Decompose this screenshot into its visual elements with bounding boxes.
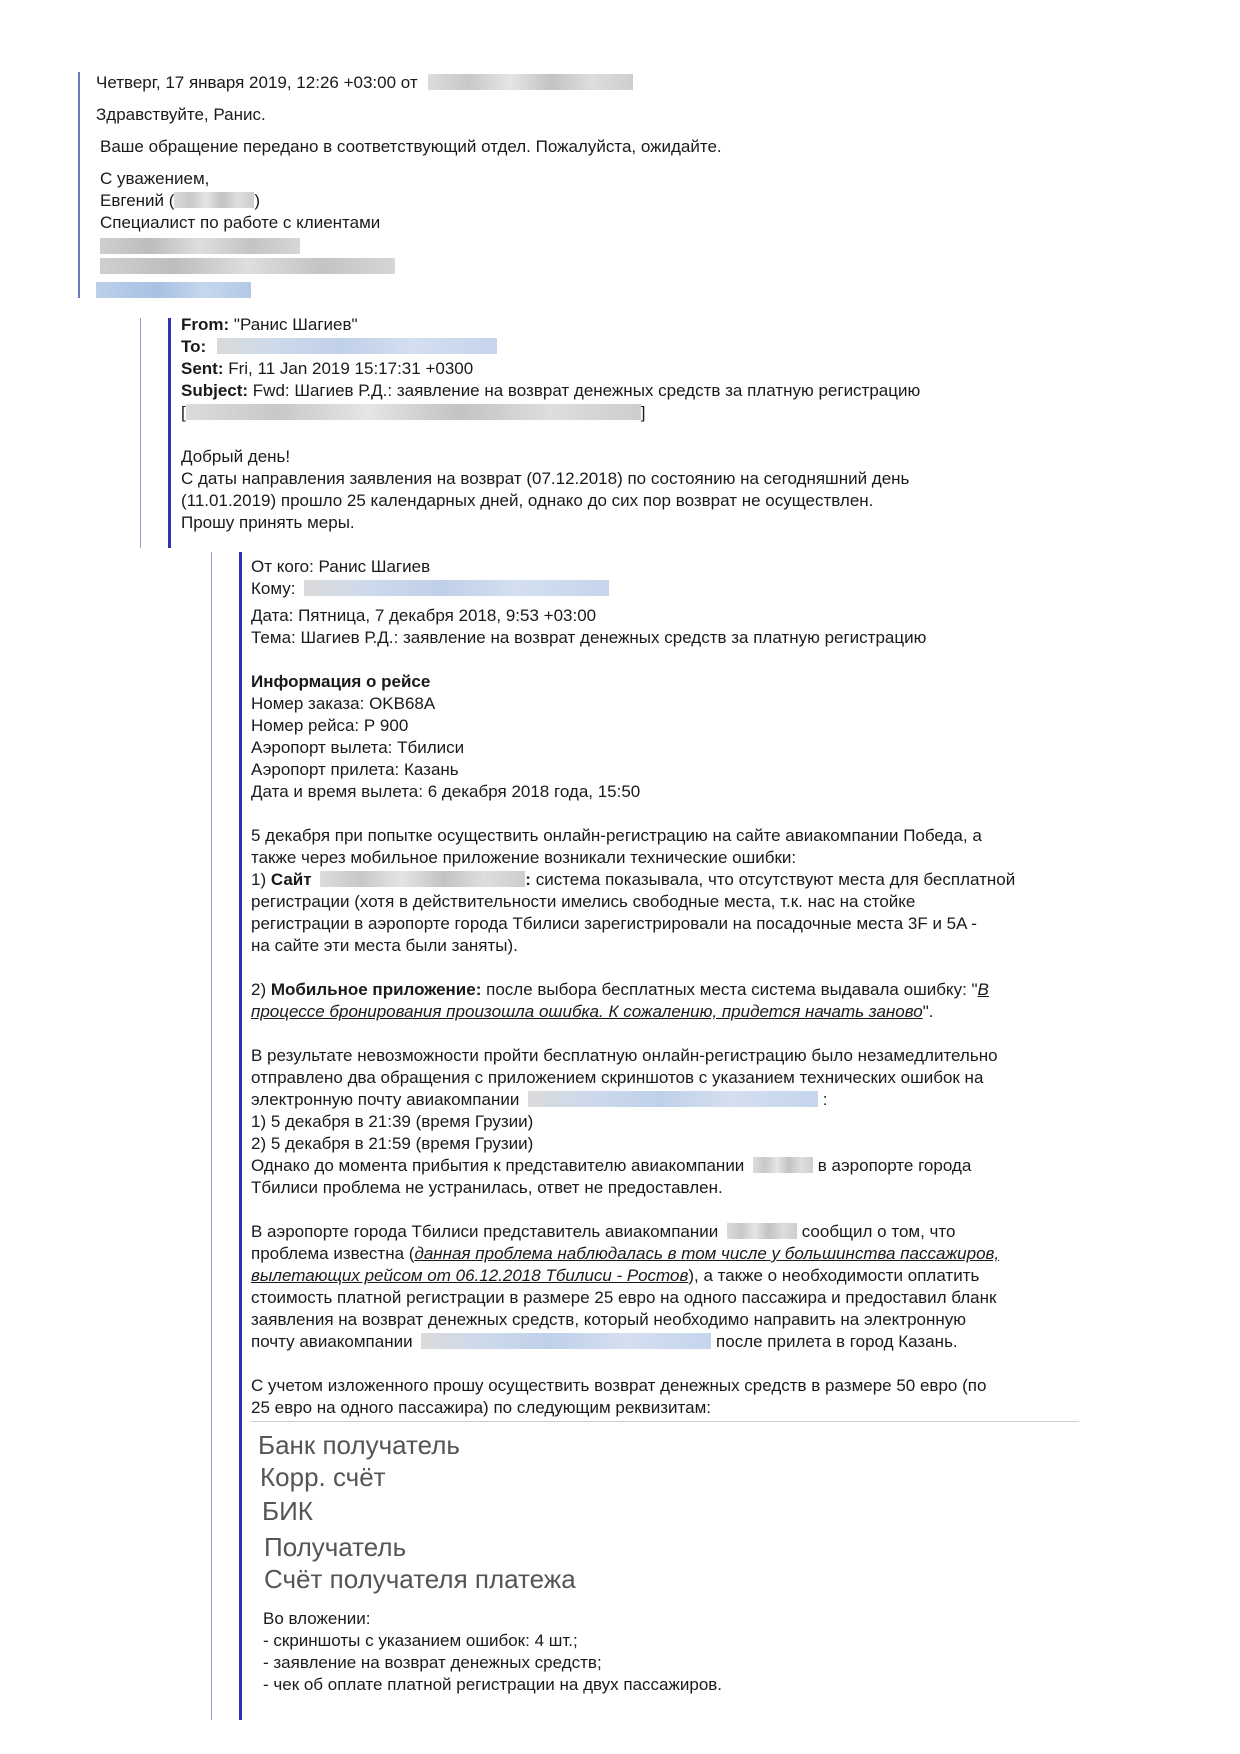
redacted-airline	[753, 1157, 813, 1173]
paragraph-line: регистрации в аэропорте города Тбилиси зарегистрировали на посадочные места 3F и 5A -	[251, 914, 977, 933]
reply-date: Четверг, 17 января 2019, 12:26 +03:00 от	[96, 73, 418, 92]
redacted-email	[528, 1091, 818, 1107]
list-item: 2) 5 декабря в 21:59 (время Грузии)	[251, 1134, 534, 1153]
paragraph-line: С учетом изложенного прошу осуществить возврат денежных средств в размере 50 евро (по	[251, 1376, 987, 1395]
bank-field: Банк получатель	[258, 1430, 460, 1460]
forward-subject-ref: [ ]	[181, 403, 646, 422]
redacted-reference	[186, 404, 641, 420]
reply-position: Специалист по работе с клиентами	[100, 213, 381, 232]
bank-field: БИК	[262, 1496, 313, 1526]
reply-name-line: Евгений ( )	[100, 191, 261, 210]
original-inner-bar	[239, 552, 242, 1720]
redacted-surname	[174, 192, 254, 208]
redacted-recipient	[217, 338, 497, 354]
redacted-signature-line-2	[100, 258, 395, 274]
forward-subject: Subject: Fwd: Шагиев Р.Д.: заявление на возврат денежных средств за платную регистрацию	[181, 381, 921, 400]
flight-line: Аэропорт вылета: Тбилиси	[251, 738, 465, 757]
paragraph-line: заявления на возврат денежных средств, который необходимо направить на электронную	[251, 1310, 967, 1329]
redacted-signature-line-3	[96, 282, 251, 298]
paragraph-line: также через мобильное приложение возникали технические ошибки:	[251, 848, 797, 867]
original-outer-bar	[211, 552, 212, 1720]
app-error-quote: процессе бронирования произошла ошибка. К сожалению, придется начать заново".	[251, 1002, 934, 1021]
paragraph-line: В результате невозможности пройти бесплатную онлайн-регистрацию было незамедлительно	[251, 1046, 998, 1065]
paragraph-line: Однако до момента прибытия к представителю авиакомпании в аэропорте города	[251, 1156, 972, 1175]
original-date: Дата: Пятница, 7 декабря 2018, 9:53 +03:00	[251, 606, 597, 625]
forward-body-line: (11.01.2019) прошло 25 календарных дней, однако до сих пор возврат не осуществлен.	[181, 491, 874, 510]
flight-line: Номер заказа: OKB68A	[251, 694, 436, 713]
original-to: Кому:	[251, 578, 609, 600]
forward-to: To:	[181, 336, 497, 358]
paragraph-line: на сайте эти места были заняты).	[251, 936, 518, 955]
bank-field: Получатель	[264, 1532, 407, 1562]
flight-line: Номер рейса: Р 900	[251, 716, 409, 735]
redacted-airline	[727, 1223, 797, 1239]
forward-body-line: С даты направления заявления на возврат (07.12.2018) по состоянию на сегодняшний день	[181, 469, 910, 488]
paragraph-line: почту авиакомпании после прилета в город Казань.	[251, 1332, 958, 1351]
attachment-item: - чек об оплате платной регистрации на двух пассажиров.	[263, 1675, 723, 1694]
forward-sent: Sent: Fri, 11 Jan 2019 15:17:31 +0300	[181, 359, 474, 378]
paragraph-line: отправлено два обращения с приложением скриншотов с указанием технических ошибок на	[251, 1068, 984, 1087]
reply-greeting: Здравствуйте, Ранис.	[96, 105, 266, 124]
divider	[251, 1421, 1079, 1422]
forward-inner-bar	[168, 318, 171, 548]
forward-body-line: Прошу принять меры.	[181, 513, 355, 532]
bank-field: Счёт получателя платежа	[264, 1564, 576, 1594]
email-line: электронную почту авиакомпании :	[251, 1090, 828, 1109]
attachment-item: - заявление на возврат денежных средств;	[263, 1653, 602, 1672]
reply-date-line	[96, 72, 633, 94]
redacted-email	[421, 1333, 711, 1349]
paragraph-line: Тбилиси проблема не устранилась, ответ не предоставлен.	[251, 1178, 723, 1197]
forward-outer-bar	[140, 318, 141, 548]
paragraph-line: В аэропорте города Тбилиси представитель авиакомпании сообщил о том, что	[251, 1222, 956, 1241]
bank-field: Корр. счёт	[260, 1462, 386, 1492]
app-error-line: 2) Мобильное приложение: после выбора бесплатных места система выдавала ошибку: "В	[251, 980, 989, 999]
redacted-recipient	[304, 580, 609, 596]
reply-body: Ваше обращение передано в соответствующий отдел. Пожалуйста, ожидайте.	[100, 137, 722, 156]
paragraph-line: стоимость платной регистрации в размере 25 евро на одного пассажира и предоставил бланк	[251, 1288, 997, 1307]
list-item: 1) 5 декабря в 21:39 (время Грузии)	[251, 1112, 534, 1131]
paragraph-line: проблема известна (данная проблема наблюдалась в том числе у большинства пассажиров,	[251, 1244, 1000, 1263]
forward-body-line: Добрый день!	[181, 447, 291, 466]
paragraph-line: 25 евро на одного пассажира) по следующим реквизитам:	[251, 1398, 712, 1417]
attachment-item: - скриншоты с указанием ошибок: 4 шт.;	[263, 1631, 578, 1650]
paragraph-line: 5 декабря при попытке осуществить онлайн-регистрацию на сайте авиакомпании Победа, а	[251, 826, 982, 845]
flight-line: Дата и время вылета: 6 декабря 2018 года, 15:50	[251, 782, 641, 801]
reply-regards: С уважением,	[100, 169, 210, 188]
redacted-signature-line-1	[100, 238, 300, 254]
redacted-sender	[428, 74, 633, 90]
flight-line: Аэропорт прилета: Казань	[251, 760, 459, 779]
site-error-line: 1) Сайт : система показывала, что отсутствуют места для бесплатной	[251, 870, 1016, 889]
reply-quote-bar	[78, 72, 80, 298]
original-subject: Тема: Шагиев Р.Д.: заявление на возврат денежных средств за платную регистрацию	[251, 628, 927, 647]
paragraph-line: регистрации (хотя в действительности имелись свободные места, т.к. нас на стойке	[251, 892, 916, 911]
attachments-heading: Во вложении:	[263, 1609, 371, 1628]
original-from: От кого: Ранис Шагиев	[251, 557, 431, 576]
flight-heading: Информация о рейсе	[251, 672, 431, 691]
paragraph-line: вылетающих рейсом от 06.12.2018 Тбилиси - Ростов), а также о необходимости оплатить	[251, 1266, 980, 1285]
redacted-site	[320, 871, 525, 887]
forward-from: From: "Ранис Шагиев"	[181, 315, 358, 334]
